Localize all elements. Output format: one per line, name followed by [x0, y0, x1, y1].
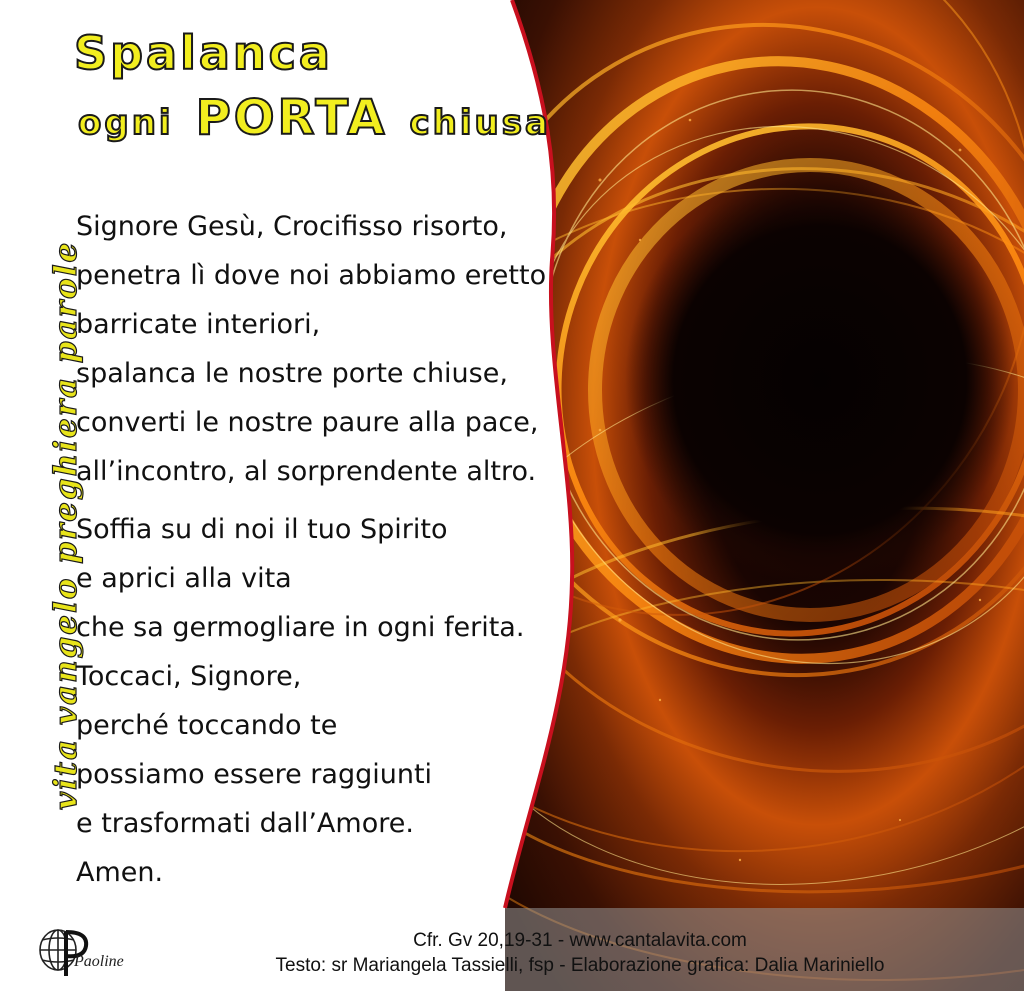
globe-p-logo-icon	[36, 920, 146, 982]
prayer-line: all’incontro, al sorprendente altro.	[76, 456, 537, 487]
prayer-line: barricate interiori,	[76, 309, 321, 340]
prayer-line: Soffia su di noi il tuo Spirito	[76, 514, 448, 545]
logo-text: Paoline	[74, 953, 124, 970]
prayer-line: e aprici alla vita	[76, 563, 292, 594]
footer-reference: Cfr. Gv 20,19-31 - www.cantalavita.com	[413, 930, 747, 951]
title-word-porta: PORTA	[195, 90, 388, 146]
prayer-line: perché toccando te	[76, 710, 338, 741]
prayer-line: e trasformati dall’Amore.	[76, 808, 414, 839]
vertical-tagline: vita vangelo preghiera parole	[48, 240, 84, 810]
prayer-line: Signore Gesù, Crocifisso risorto,	[76, 211, 508, 242]
prayer-line: che sa germogliare in ogni ferita.	[76, 612, 525, 643]
title-line-1: Spalanca	[74, 26, 333, 80]
title-word-ogni: ogni	[78, 103, 174, 143]
prayer-line: penetra lì dove noi abbiamo eretto	[76, 260, 547, 291]
title-word-chiusa: chiusa	[409, 103, 551, 143]
title-line-2	[78, 90, 551, 146]
footer-credits-line: Testo: sr Mariangela Tassielli, fsp - Elaborazione grafica: Dalia Mariniello	[275, 955, 885, 976]
prayer-line: converti le nostre paure alla pace,	[76, 407, 539, 438]
footer-credits	[150, 928, 1010, 978]
prayer-stanza-2	[76, 505, 546, 897]
prayer-line: Toccaci, Signore,	[76, 661, 302, 692]
prayer-text	[76, 202, 546, 897]
prayer-line: possiamo essere raggiunti	[76, 759, 433, 790]
prayer-line: Amen.	[76, 857, 164, 888]
prayer-line: spalanca le nostre porte chiuse,	[76, 358, 508, 389]
prayer-stanza-1	[76, 202, 546, 496]
page-title	[74, 26, 551, 146]
